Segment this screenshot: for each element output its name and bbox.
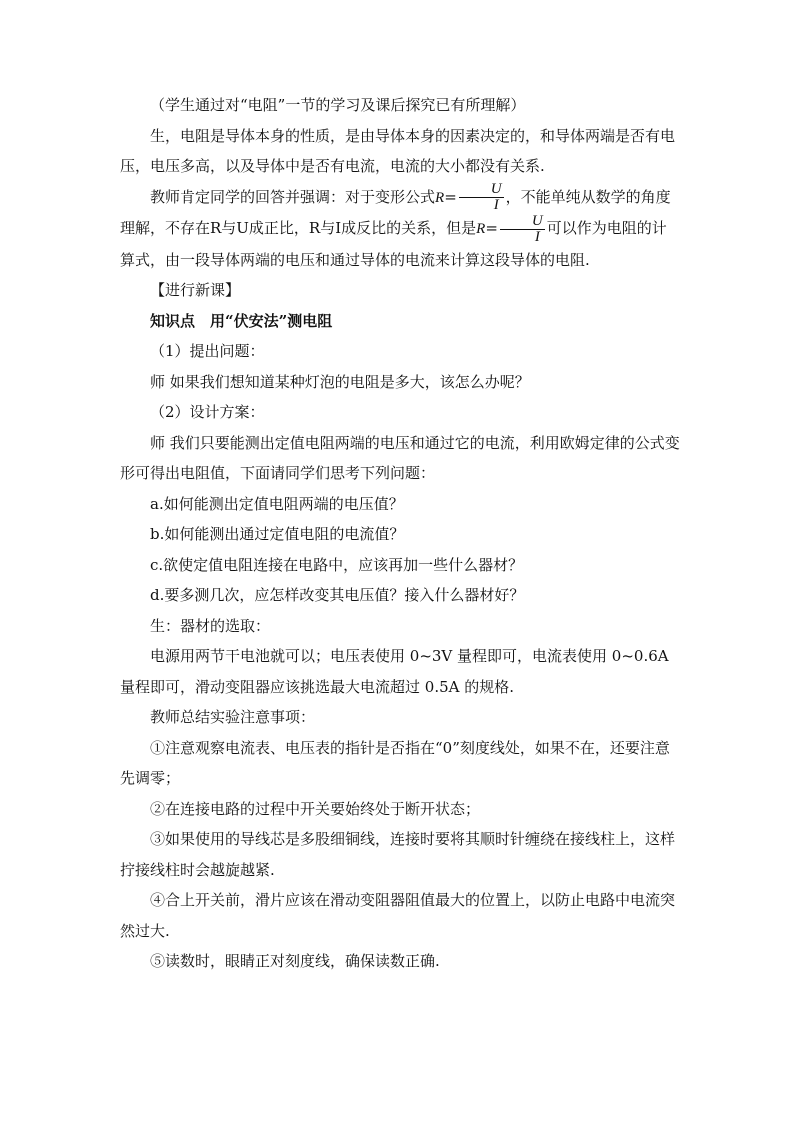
formula-eq-1: = (444, 187, 457, 206)
paragraph-intro-note: （学生通过对“电阻”一节的学习及课后探究已有所理解） (150, 96, 526, 114)
step-1-heading: （1）提出问题： (150, 342, 265, 360)
fraction-u-over-i-1 (459, 182, 504, 213)
paragraph-teacher-emphasis (120, 182, 680, 276)
precaution-4: ④合上开关前，滑片应该在滑动变阻器阻值最大的位置上，以防止电路中电流突然过大. (120, 891, 676, 940)
formula-r-1: R (435, 189, 445, 206)
lesson-text (120, 90, 680, 977)
knowledge-point-heading: 知识点 用“伏安法”测电阻 (150, 311, 333, 330)
paragraph-equipment-details: 电源用两节干电池就可以；电压表使用 0~3V 量程即可，电流表使用 0~0.6A 量程即可，滑动变阻器应该挑选最大电流超过 0.5A 的规格. (120, 647, 669, 696)
question-d: d.要多测几次，应怎样改变其电压值？接入什么器材好？ (150, 586, 525, 604)
precaution-2: ②在连接电路的过程中开关要始终处于断开状态； (150, 799, 481, 818)
question-b: b.如何能测出通过定值电阻的电流值？ (150, 525, 405, 543)
step-2-heading: （2）设计方案： (150, 403, 265, 421)
fraction-numerator: U (500, 214, 545, 230)
paragraph-precautions-heading: 教师总结实验注意事项： (150, 708, 316, 726)
text-segment: 可以作为电阻的计算式，由一段导体两端的电压和通过导体的电流来计算这段导体的电阻. (120, 219, 667, 269)
paragraph-teacher-question: 师 如果我们想知道某种灯泡的电阻是多大，该怎么办呢？ (150, 372, 530, 391)
question-c: c.欲使定值电阻连接在电路中，应该再加一些什么器材？ (150, 555, 524, 574)
formula-eq-2: = (485, 219, 498, 237)
paragraph-student-answer: 生，电阻是导体本身的性质，是由导体本身的因素决定的，和导体两端是否有电压，电压多高，以及导体中是否有电流，电流的大小都没有关系. (120, 126, 676, 175)
question-a: a.如何能测出定值电阻两端的电压值？ (150, 494, 404, 513)
precaution-3: ③如果使用的导线芯是多股细铜线，连接时要将其顺时针缠绕在接线柱上，这样拧接线柱时会越旋越紧. (120, 830, 676, 879)
formula-r-2: R (476, 221, 486, 237)
section-heading-new-lesson: 【进行新课】 (150, 281, 241, 299)
fraction-denominator: I (534, 228, 540, 245)
paragraph-teacher-plan: 师 我们只要能测出定值电阻两端的电压和通过它的电流，利用欧姆定律的公式变形可得出电阻值，下面请同学们思考下列问题： (120, 433, 680, 482)
precaution-5: ⑤读数时，眼睛正对刻度线，确保读数正确. (150, 952, 440, 970)
fraction-numerator: U (459, 182, 504, 198)
fraction-u-over-i-2 (500, 214, 545, 245)
text-segment: 教师肯定同学的回答并强调：对于变形公式 (150, 187, 436, 206)
paragraph-equipment-heading: 生：器材的选取： (150, 616, 271, 635)
text-segment: ，不能单纯从数学的角度理解，不存在R与U成正比，R与I成反比的关系，但是 (120, 187, 671, 237)
precaution-1: ①注意观察电流表、电压表的指针是否指在“0”刻度线处，如果不在，还要注意先调零； (120, 738, 670, 787)
fraction-denominator: I (493, 197, 499, 213)
